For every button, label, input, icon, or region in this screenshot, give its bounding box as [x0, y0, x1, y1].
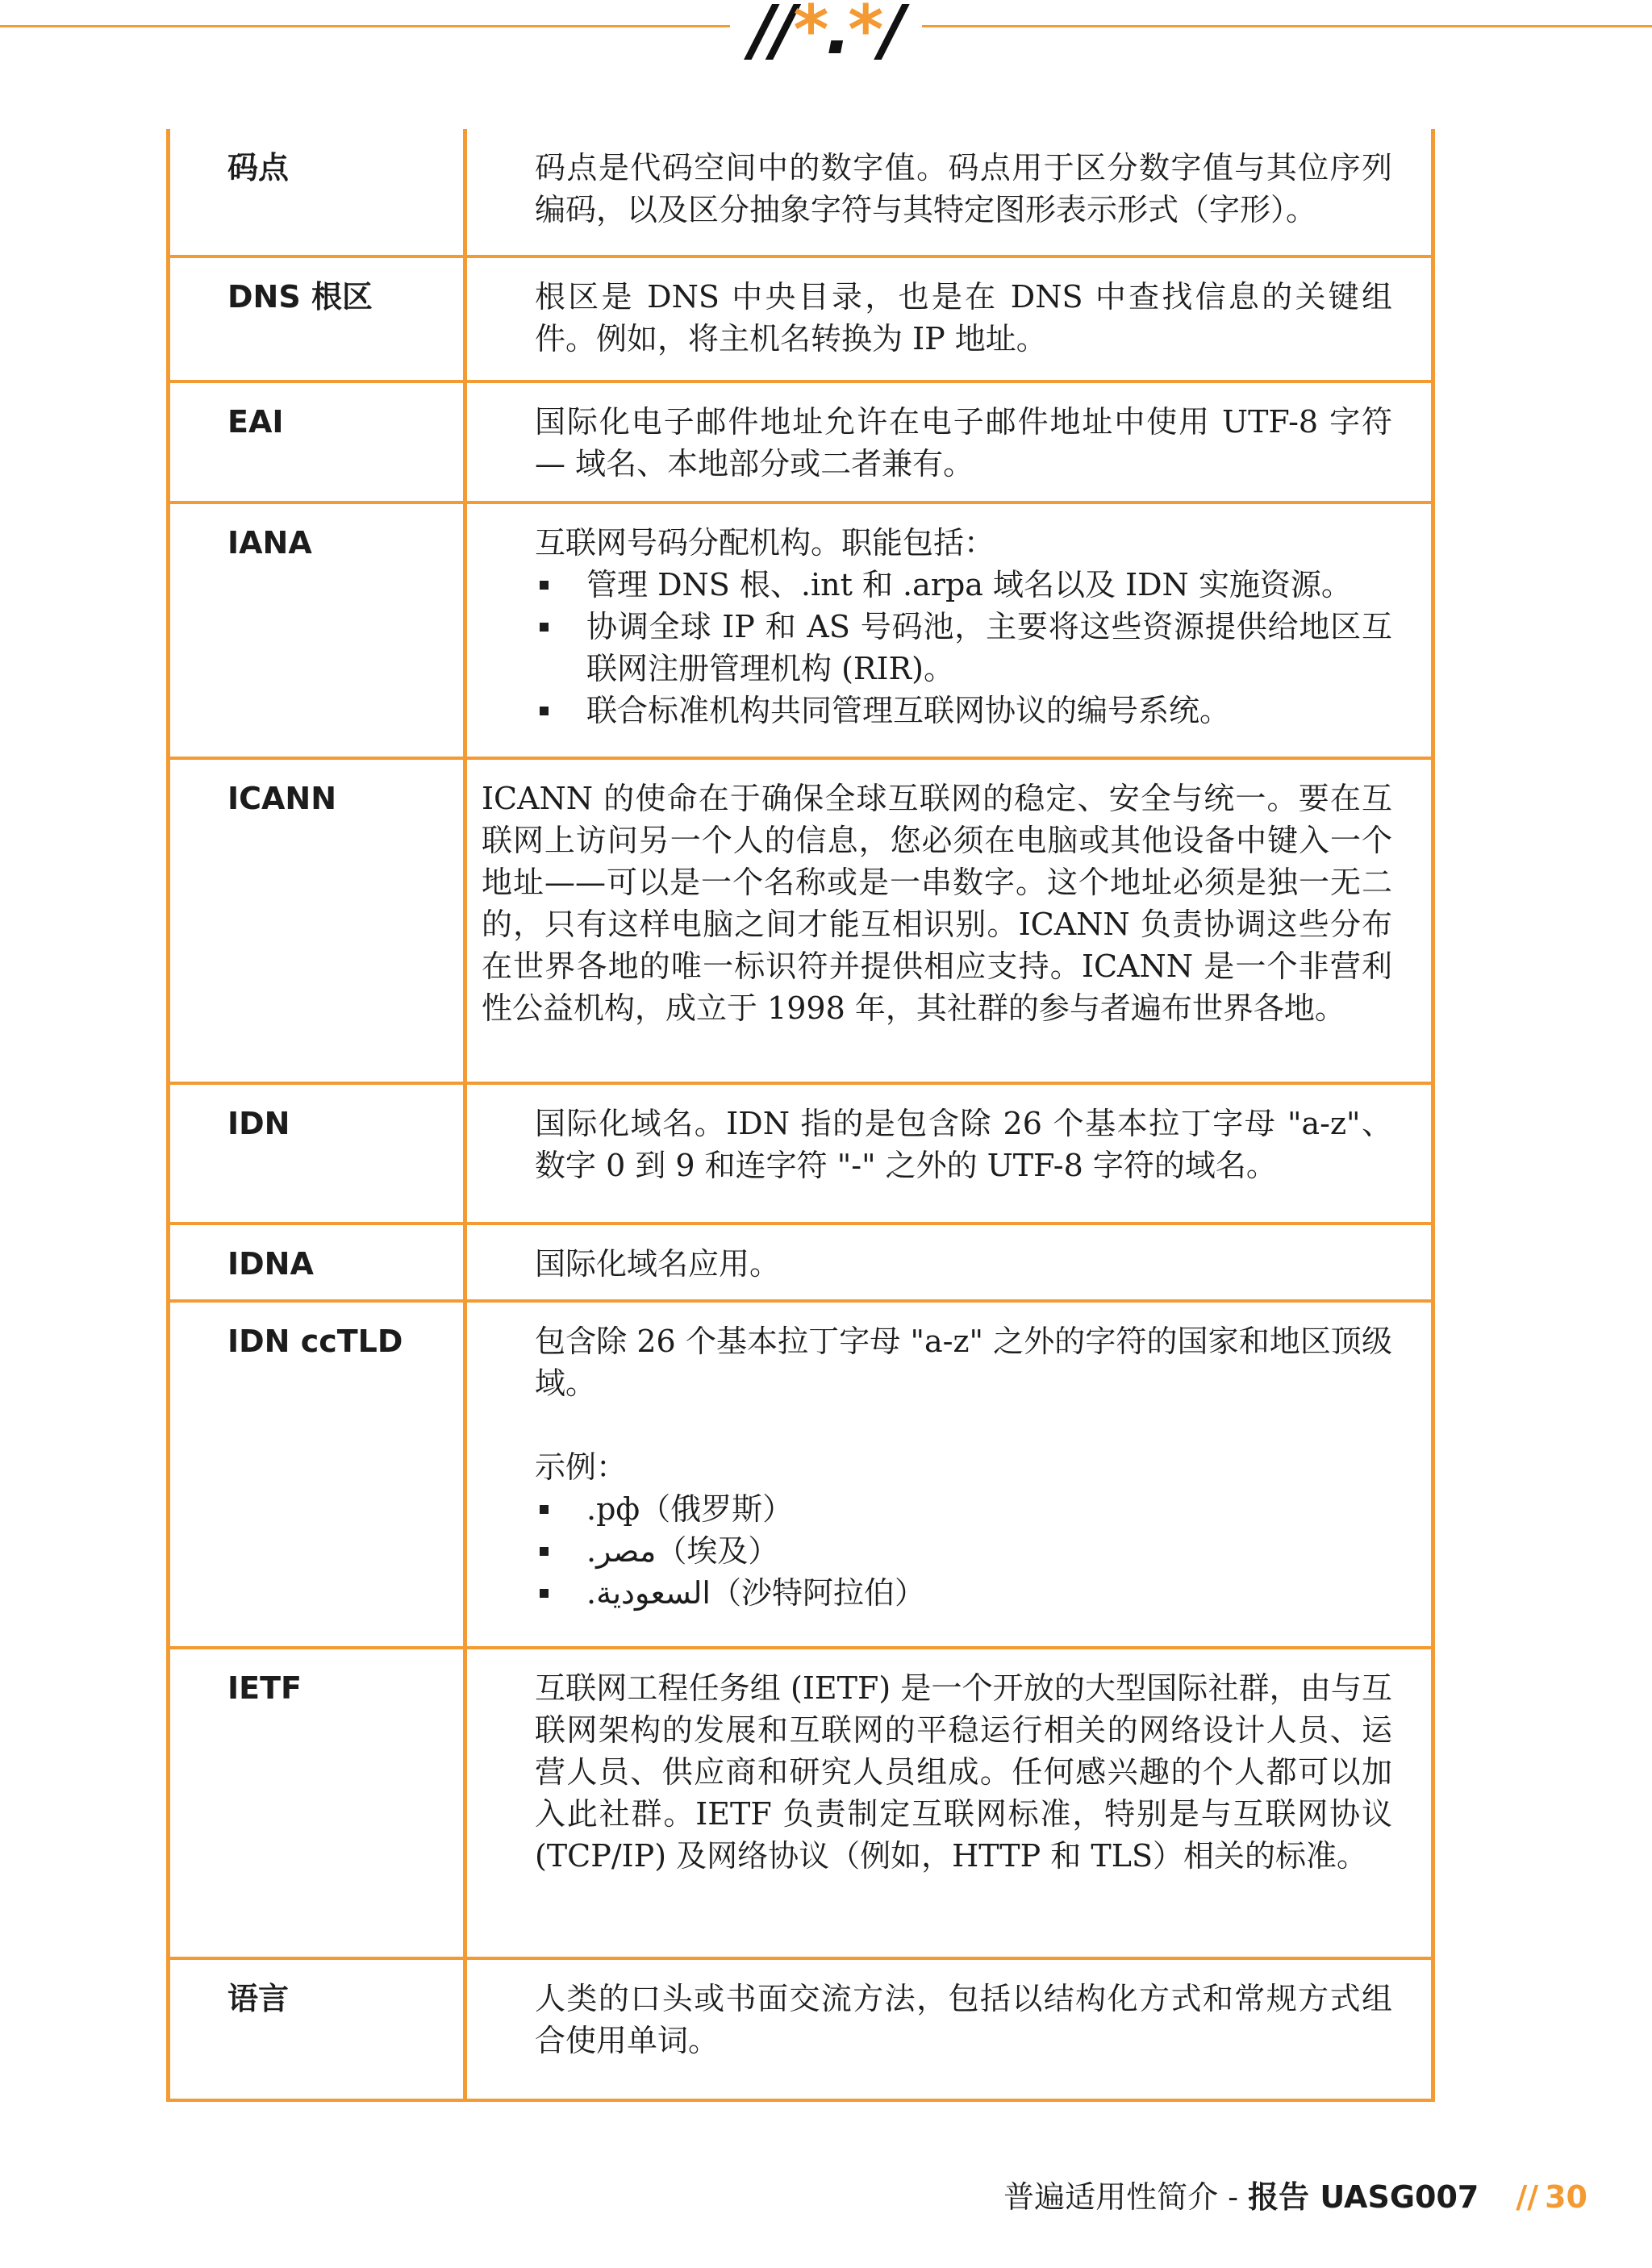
definition: 互联网号码分配机构。职能包括： 管理 DNS 根、.int 和 .arpa 域名以及 IDN 实施资源。 协调全球 IP 和 AS 号码池，主要将这些资源提供给地区互联网注册管理机构 (RIR)。 联合标准机构共同管理互联网协议的编号系统。 [465, 502, 1433, 758]
definition: 互联网工程任务组 (IETF) 是一个开放的大型国际社群，由与互联网架构的发展和互联网的平稳运行相关的网络设计人员、运营人员、供应商和研究人员组成。任何感兴趣的个人都可以加入此社群。IETF 负责制定互联网标准，特别是与互联网协议 (TCP/IP) 及网络协议（例如，HTTP 和 TLS）相关的标准。 [465, 1648, 1433, 1958]
logo: // * . * / [750, 0, 902, 69]
header-rule-right [922, 25, 1652, 27]
list-item: 协调全球 IP 和 AS 号码池，主要将这些资源提供给地区互联网注册管理机构 (RIR)。 [535, 606, 1392, 690]
definition: 国际化域名。IDN 指的是包含除 26 个基本拉丁字母 "a-z"、数字 0 到 9 和连字符 "-" 之外的 UTF-8 字符的域名。 [465, 1083, 1433, 1224]
page-number: 30 [1545, 2179, 1587, 2215]
term: ICANN [169, 758, 465, 1083]
glossary-row-ietf [169, 1648, 1433, 1958]
list-item: .مصر（埃及） [535, 1530, 1392, 1572]
term: DNS 根区 [169, 256, 465, 381]
examples-label: 示例： [535, 1449, 628, 1485]
page-footer [1003, 2176, 1587, 2218]
glossary-row-language [169, 1958, 1433, 2100]
definition: 根区是 DNS 中央目录，也是在 DNS 中查找信息的关键组件。例如，将主机名转换为 IP 地址。 [465, 256, 1433, 381]
list-item: .рф（俄罗斯） [535, 1488, 1392, 1530]
term: EAI [169, 381, 465, 502]
term: IETF [169, 1648, 465, 1958]
term: IANA [169, 502, 465, 758]
definition: 包含除 26 个基本拉丁字母 "a-z" 之外的字符的国家和地区顶级域。 示例： .рф（俄罗斯） .مصر（埃及） .السعودية（沙特阿拉伯） [465, 1301, 1433, 1648]
glossary-row-idn-cctld [169, 1301, 1433, 1648]
term: IDNA [169, 1224, 465, 1301]
definition: 国际化电子邮件地址允许在电子邮件地址中使用 UTF-8 字符 — 域名、本地部分或二者兼有。 [465, 381, 1433, 502]
definition: 码点是代码空间中的数字值。码点用于区分数字值与其位序列编码，以及区分抽象字符与其特定图形表示形式（字形）。 [465, 129, 1433, 256]
footer-title: 普遍适用性简介 - [1003, 2179, 1249, 2215]
glossary-row-eai [169, 381, 1433, 502]
term: 语言 [169, 1958, 465, 2100]
definition: 人类的口头或书面交流方法，包括以结构化方式和常规方式组合使用单词。 [465, 1958, 1433, 2100]
glossary-row-iana [169, 502, 1433, 758]
term: IDN [169, 1083, 465, 1224]
list-item: 联合标准机构共同管理互联网协议的编号系统。 [535, 690, 1392, 732]
list-item: .السعودية（沙特阿拉伯） [535, 1572, 1392, 1614]
list-item: 管理 DNS 根、.int 和 .arpa 域名以及 IDN 实施资源。 [535, 564, 1392, 606]
bullet-list [535, 1488, 1392, 1614]
glossary-row-idn [169, 1083, 1433, 1224]
glossary-row-icann [169, 758, 1433, 1083]
glossary-row-idna [169, 1224, 1433, 1301]
term: 码点 [169, 129, 465, 256]
header-rule-left [0, 25, 730, 27]
glossary-row-dns-root [169, 256, 1433, 381]
footer-separator: // [1516, 2179, 1539, 2215]
report-id: 报告 UASG007 [1248, 2179, 1479, 2215]
term: IDN ccTLD [169, 1301, 465, 1648]
glossary-row-codepoint [169, 129, 1433, 256]
glossary-table [166, 129, 1435, 2102]
bullet-list [535, 564, 1392, 732]
definition: 国际化域名应用。 [465, 1224, 1433, 1301]
definition: ICANN 的使命在于确保全球互联网的稳定、安全与统一。要在互联网上访问另一个人的信息，您必须在电脑或其他设备中键入一个地址——可以是一个名称或是一串数字。这个地址必须是独一无二的，只有这样电脑之间才能互相识别。ICANN 负责协调这些分布在世界各地的唯一标识符并提供相应支持。ICANN 是一个非营利性公益机构，成立于 1998 年，其社群的参与者遍布世界各地。 [465, 758, 1433, 1083]
